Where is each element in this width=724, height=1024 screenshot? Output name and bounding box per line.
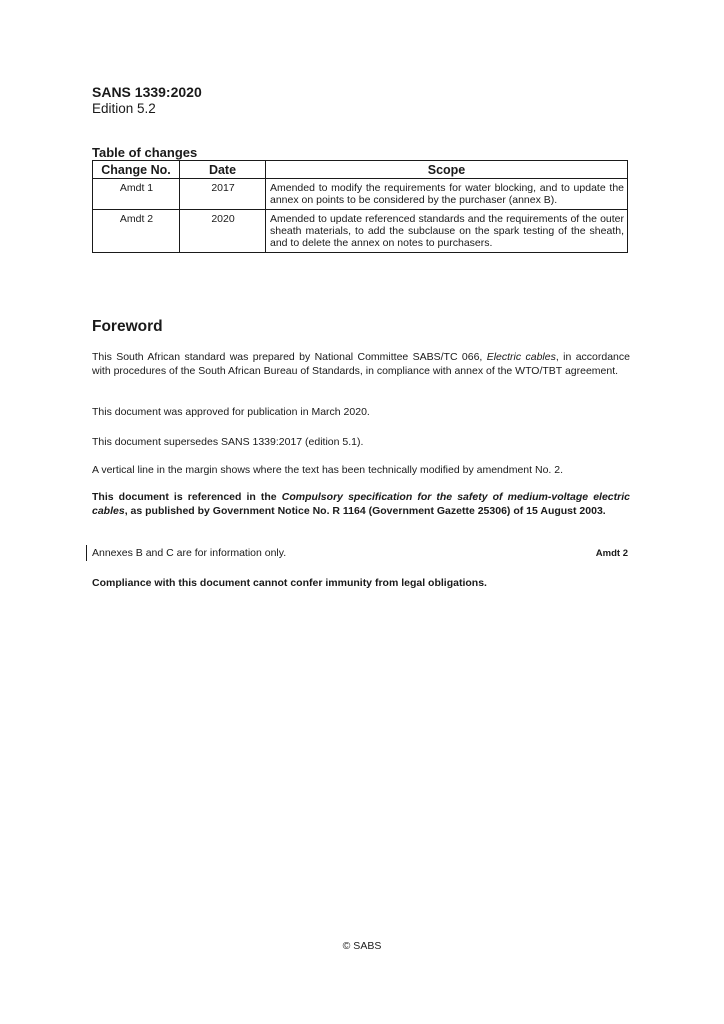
table-of-changes-title: Table of changes <box>92 145 198 160</box>
foreword-paragraph-supersedes: This document supersedes SANS 1339:2017 (edition 5.1). <box>92 436 364 448</box>
amendment-margin-line <box>86 545 87 561</box>
scope-cell: Amended to update referenced standards and the requirements of the outer sheath materials, to add the subclause on the spark testing of the sheath, and to delete the annex on notes to purchasers. <box>266 210 628 253</box>
edition-label: Edition 5.2 <box>92 101 156 116</box>
foreword-paragraph-approval: This document was approved for publication in March 2020. <box>92 406 370 418</box>
changes-table <box>92 160 628 253</box>
foreword-paragraph-compliance: Compliance with this document cannot confer immunity from legal obligations. <box>92 577 487 589</box>
table-row <box>93 179 628 210</box>
committee-name: Electric cables <box>486 351 556 363</box>
foreword-heading: Foreword <box>92 318 163 335</box>
foreword-paragraph-compulsory <box>92 490 630 518</box>
column-header-change-no: Change No. <box>93 161 180 179</box>
scope-cell: Amended to modify the requirements for water blocking, and to update the annex on points to be considered by the purchaser (annex B). <box>266 179 628 210</box>
paragraph-text: , in accordance with procedures of the South African Bureau of Standards, in compliance with annex of the WTO/TBT agreement. <box>92 351 630 377</box>
paragraph-text: , as published by Government Notice No. R 1164 (Government Gazette 25306) of 15 August 2003. <box>124 505 606 517</box>
change-no-cell: Amdt 1 <box>93 179 180 210</box>
date-cell: 2017 <box>180 179 266 210</box>
document-id: SANS 1339:2020 <box>92 84 202 100</box>
foreword-paragraph-margin-note: A vertical line in the margin shows where the text has been technically modified by amendment No. 2. <box>92 464 563 476</box>
paragraph-text: This South African standard was prepared by National Committee SABS/TC 066, <box>92 351 487 363</box>
foreword-paragraph-committee <box>92 350 630 378</box>
change-no-cell: Amdt 2 <box>93 210 180 253</box>
column-header-date: Date <box>180 161 266 179</box>
paragraph-text: This document is referenced in the <box>92 491 282 503</box>
foreword-paragraph-annexes: Annexes B and C are for information only. <box>92 547 287 559</box>
table-row <box>93 210 628 253</box>
page-footer: © SABS <box>342 940 382 952</box>
amendment-tag: Amdt 2 <box>595 548 628 559</box>
compulsory-spec-title: Compulsory specification for the safety of medium-voltage electric cables <box>92 491 630 517</box>
column-header-scope: Scope <box>266 161 628 179</box>
date-cell: 2020 <box>180 210 266 253</box>
table-header-row <box>93 161 628 179</box>
